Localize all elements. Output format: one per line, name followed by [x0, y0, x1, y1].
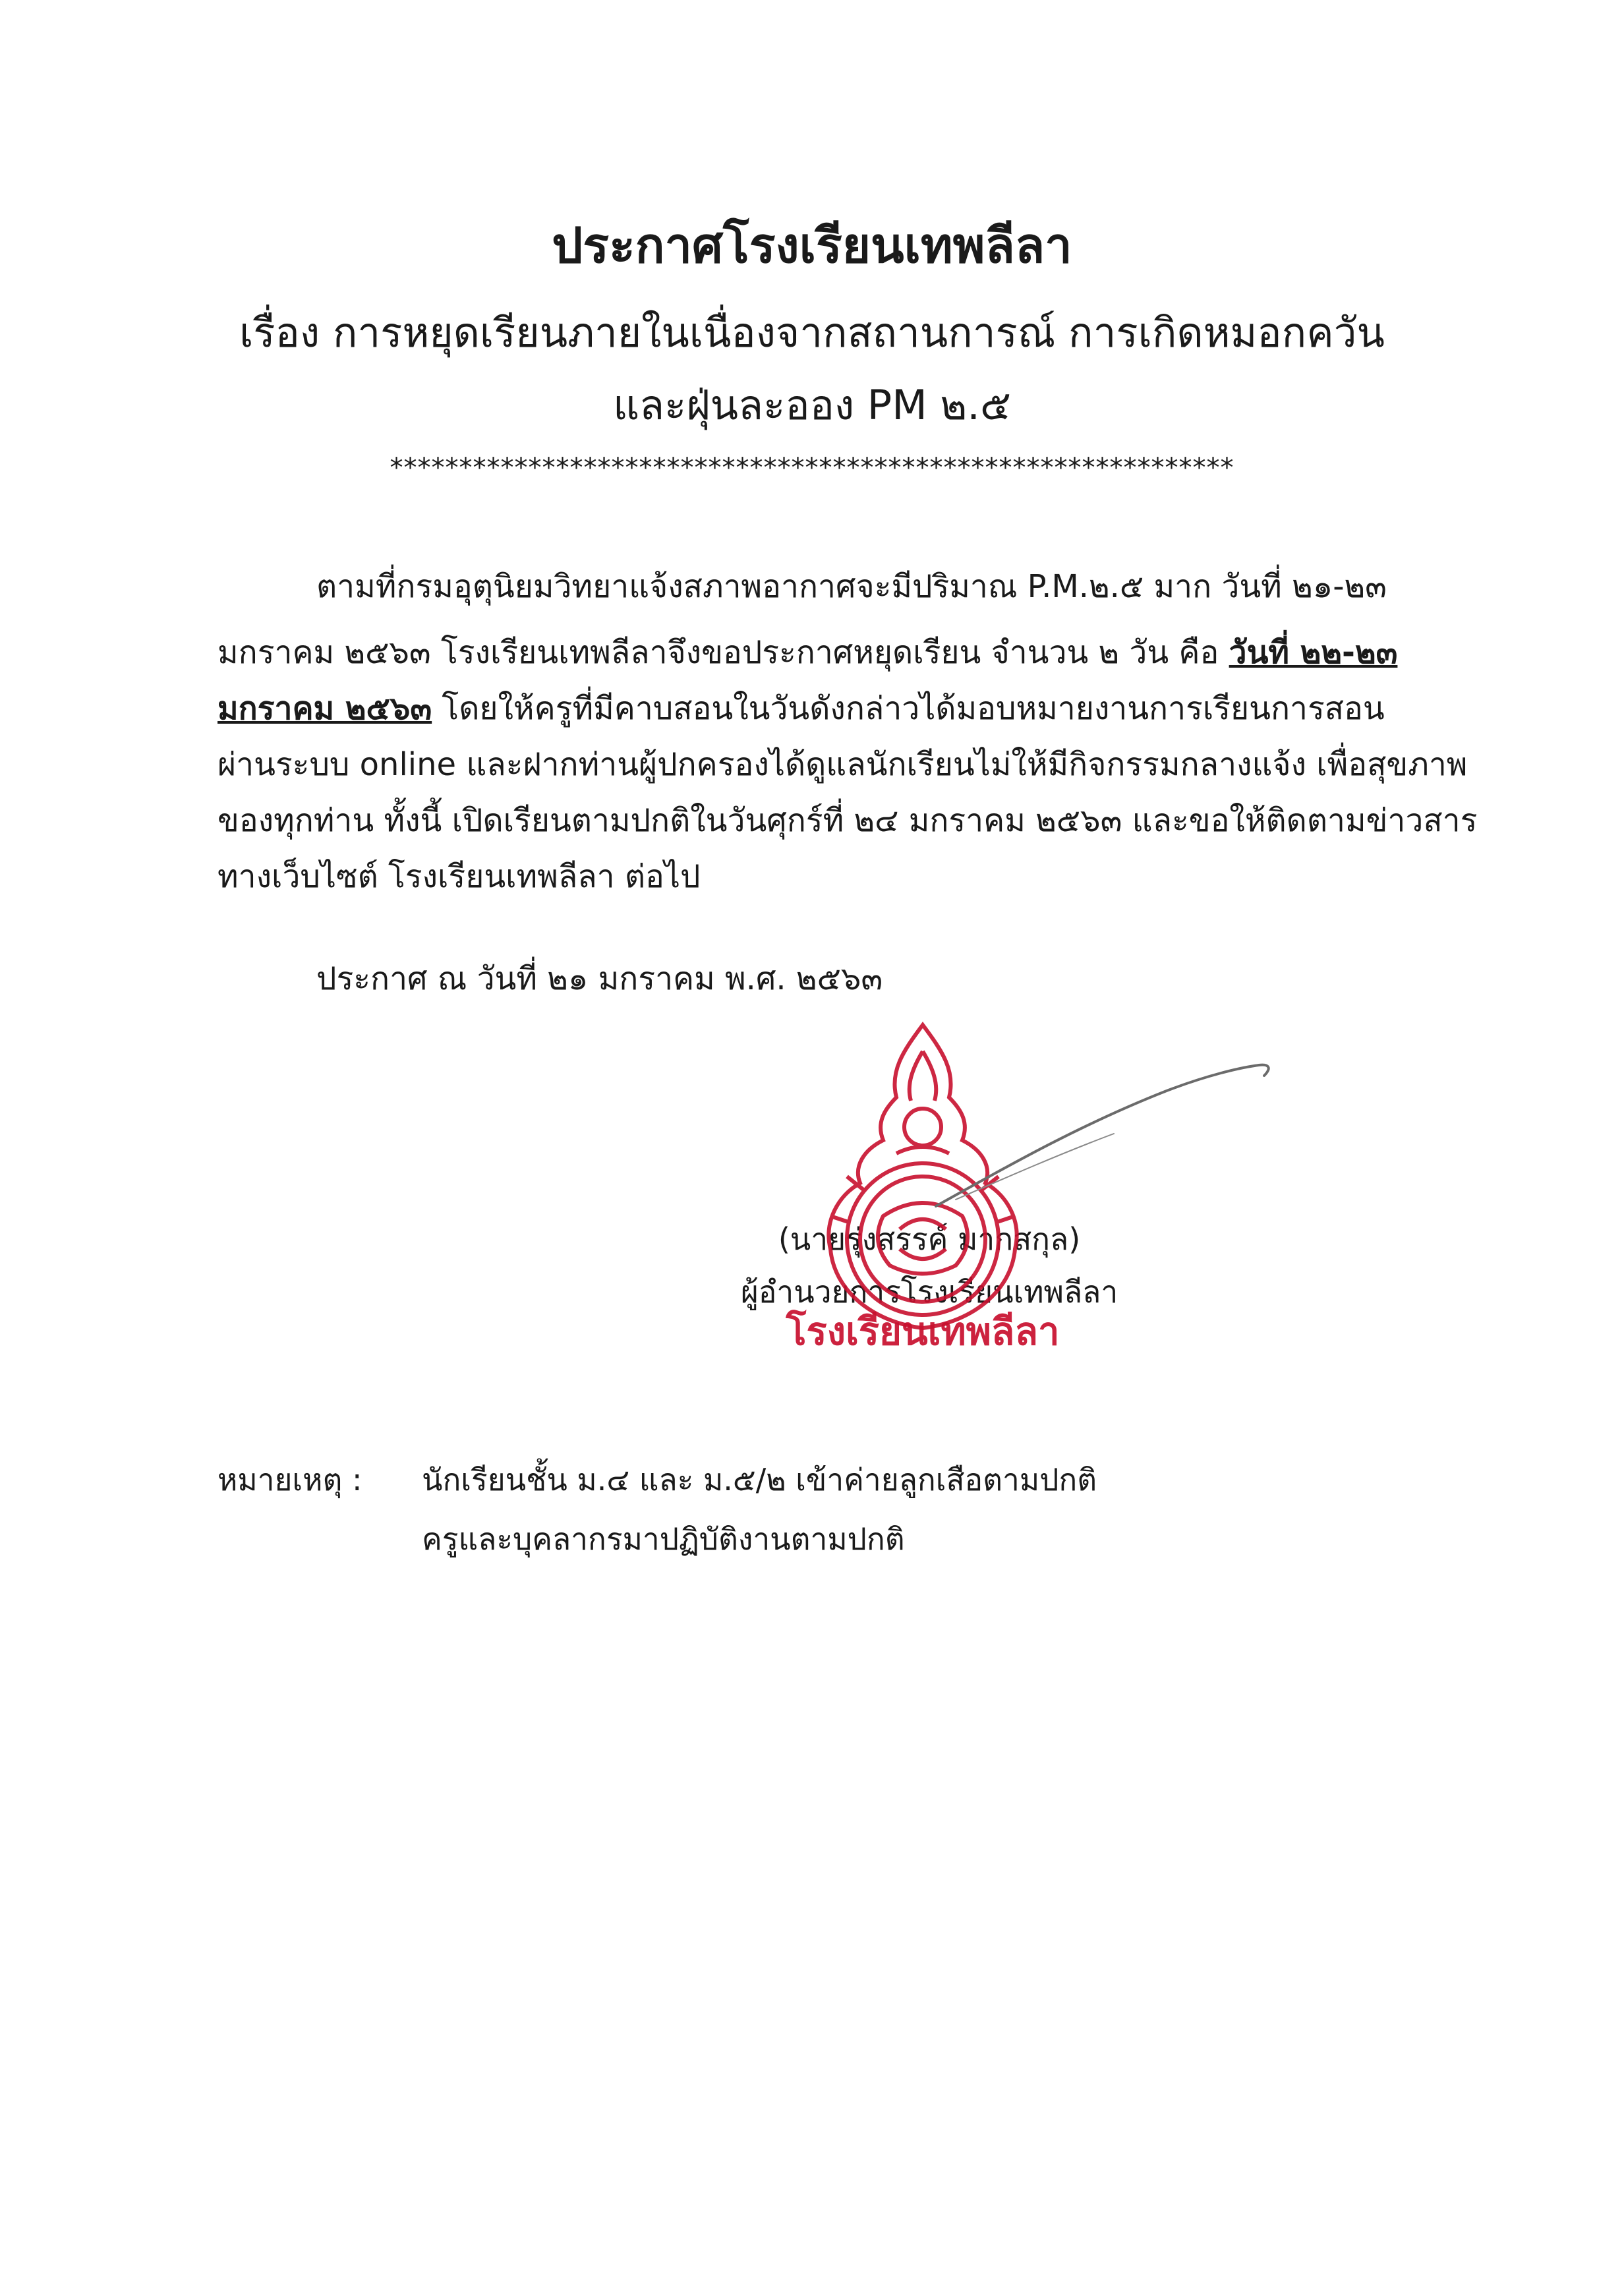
- closure-month-emphasis: มกราคม ๒๕๖๓: [218, 690, 432, 727]
- seal-text: โรงเรียนเทพลีลา: [786, 1309, 1060, 1354]
- body-line-6: ทางเว็บไซต์ โรงเรียนเทพลีลา ต่อไป: [218, 858, 701, 895]
- note-label: หมายเหตุ :: [218, 1462, 362, 1497]
- closure-dates-emphasis: วันที่ ๒๒-๒๓: [1229, 634, 1398, 671]
- body-line-3-text: โดยให้ครูที่มีคาบสอนในวันดังกล่าวได้มอบหมายงานการเรียนการสอน: [432, 690, 1385, 727]
- subject-line-1: เรื่อง การหยุดเรียนภายในเนื่องจากสถานการณ์ การเกิดหมอกควัน: [239, 308, 1385, 357]
- body-line-4: ผ่านระบบ online และฝากท่านผู้ปกครองได้ดูแลนักเรียนไม่ให้มีกิจกรรมกลางแจ้ง เพื่อสุขภาพ: [218, 746, 1468, 783]
- note-line-1: นักเรียนชั้น ม.๔ และ ม.๕/๒ เข้าค่ายลูกเสือตามปกติ: [422, 1462, 1097, 1497]
- body-line-3: [218, 682, 1385, 735]
- signatory-name: (นายรุ่งสรรค์ มากสกุล): [778, 1221, 1081, 1257]
- announce-date: ประกาศ ณ วันที่ ๒๑ มกราคม พ.ศ. ๒๕๖๓: [316, 960, 883, 997]
- note-line-2: ครูและบุคลากรมาปฏิบัติงานตามปกติ: [422, 1521, 905, 1557]
- separator-stars: *************************************************************: [390, 453, 1234, 483]
- document-title: ประกาศโรงเรียนเทพลีลา: [552, 218, 1072, 274]
- handwritten-signature: [916, 1041, 1285, 1219]
- body-line-5: ของทุกท่าน ทั้งนี้ เปิดเรียนตามปกติในวันศุกร์ที่ ๒๔ มกราคม ๒๕๖๓ และขอให้ติดตามข่าวสาร: [218, 802, 1478, 839]
- signatory-position: ผู้อำนวยการโรงเรียนเทพลีลา: [740, 1274, 1118, 1310]
- body-line-1: ตามที่กรมอุตุนิยมวิทยาแจ้งสภาพอากาศจะมีปริมาณ P.M.๒.๕ มาก วันที่ ๒๑-๒๓: [316, 568, 1387, 605]
- body-line-2-text: มกราคม ๒๕๖๓ โรงเรียนเทพลีลาจึงขอประกาศหยุดเรียน จำนวน ๒ วัน คือ: [218, 634, 1229, 671]
- body-line-2: [218, 626, 1397, 679]
- subject-line-2: และฝุ่นละออง PM ๒.๕: [613, 381, 1011, 429]
